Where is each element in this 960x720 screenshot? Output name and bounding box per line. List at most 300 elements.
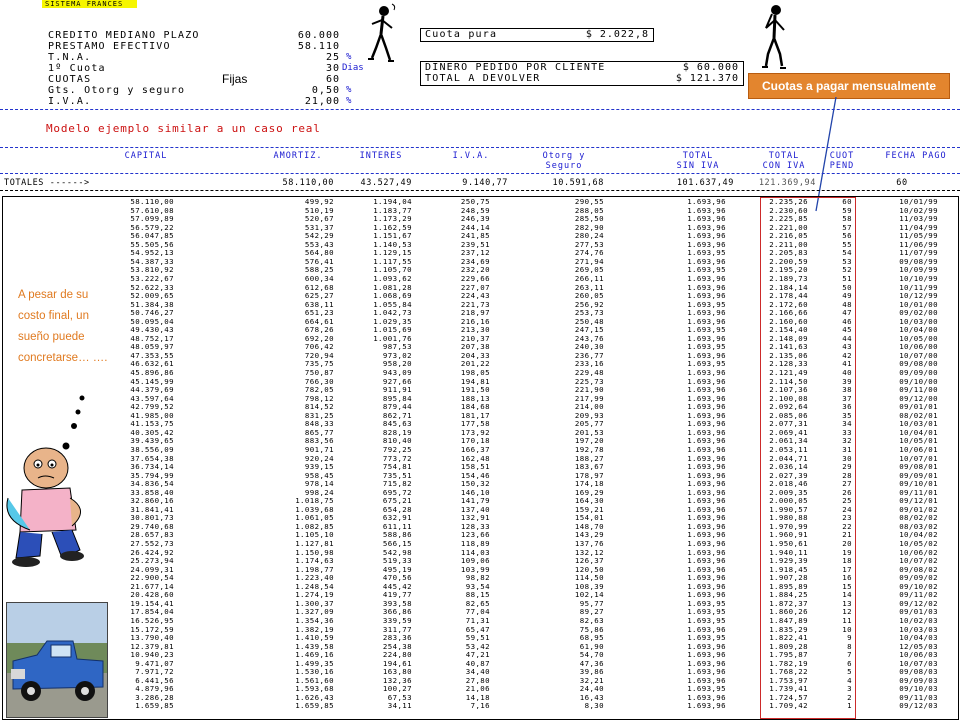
cell-total-siniva: 1.693,96 (687, 641, 726, 651)
cell-total-coniva: 2.189,73 (769, 273, 808, 283)
cell-capital: 41.985,00 (130, 410, 174, 420)
cell-cuot: 37 (842, 393, 852, 403)
cell-fecha: 09/10/03 (899, 684, 938, 694)
cell-capital: 6.441,56 (135, 675, 174, 685)
cell-total-coniva: 2.092,64 (769, 402, 808, 412)
cell-interes: 911,91 (382, 385, 412, 395)
cell-iva: 47,21 (465, 650, 490, 660)
cell-cuot: 12 (842, 607, 852, 617)
cell-otorgseg: 221,90 (574, 385, 604, 395)
cell-interes: 588,86 (382, 530, 412, 540)
cell-total-siniva: 1.693,96 (687, 231, 726, 241)
cell-cuot: 2 (847, 692, 852, 702)
col-total-coniva-2: CON IVA (762, 161, 806, 171)
cell-interes: 339,59 (382, 615, 412, 625)
cell-total-siniva: 1.693,96 (687, 316, 726, 326)
cell-interes: 1.194,04 (373, 197, 412, 206)
cell-amortiz: 638,11 (304, 299, 334, 309)
cell-total-siniva: 1.693,95 (687, 607, 726, 617)
col-fecha: FECHA PAGO (885, 151, 947, 161)
tna-unit: % (346, 52, 352, 62)
cell-iva: 166,37 (460, 444, 490, 454)
cell-fecha: 10/06/03 (899, 650, 938, 660)
cell-interes: 845,63 (382, 419, 412, 429)
cell-total-siniva: 1.693,96 (687, 573, 726, 583)
highlight-cuotas-con-iva (760, 197, 856, 719)
cell-total-coniva: 2.018,46 (769, 479, 808, 489)
cell-amortiz: 588,25 (304, 265, 334, 275)
cell-capital: 54.387,33 (130, 256, 174, 266)
cell-fecha: 10/02/03 (899, 615, 938, 625)
cell-capital: 30.801,73 (130, 513, 174, 523)
col-total-siniva-1: TOTAL (682, 151, 714, 161)
cell-interes: 927,66 (382, 376, 412, 386)
cell-interes: 1.055,84 (373, 299, 412, 309)
cell-total-coniva: 2.053,11 (769, 444, 808, 454)
cell-iva: 210,37 (460, 333, 490, 343)
cell-fecha: 09/08/00 (899, 359, 938, 369)
cell-capital: 36.734,14 (130, 462, 174, 472)
cell-otorgseg: 290,55 (574, 197, 604, 206)
cell-interes: 1.068,69 (373, 291, 412, 301)
cell-iva: 150,32 (460, 479, 490, 489)
cell-amortiz: 1.300,37 (295, 598, 334, 608)
cell-total-siniva: 1.693,96 (687, 308, 726, 318)
cell-interes: 862,71 (382, 410, 412, 420)
person-figure-icon-2 (752, 2, 798, 76)
cuota-pura-box (420, 28, 654, 42)
cell-otorgseg: 274,76 (574, 248, 604, 258)
cell-total-siniva: 1.693,96 (687, 547, 726, 557)
cell-interes: 1.129,15 (373, 248, 412, 258)
cell-amortiz: 1.659,85 (295, 701, 334, 711)
cell-interes: 566,15 (382, 539, 412, 548)
cell-fecha: 09/10/02 (899, 581, 938, 591)
cell-cuot: 21 (842, 530, 852, 540)
cell-iva: 132,91 (460, 513, 490, 523)
cell-iva: 184,68 (460, 402, 490, 412)
cell-interes: 1.117,55 (373, 256, 412, 266)
cell-total-siniva: 1.693,96 (687, 539, 726, 548)
cell-interes: 810,40 (382, 436, 412, 446)
cell-amortiz: 1.127,81 (295, 539, 334, 548)
cell-capital: 38.556,09 (130, 444, 174, 454)
cell-cuot: 31 (842, 444, 852, 454)
cell-iva: 158,51 (460, 462, 490, 472)
cell-total-coniva: 2.216,05 (769, 231, 808, 241)
cell-amortiz: 1.223,40 (295, 573, 334, 583)
cell-amortiz: 1.626,43 (295, 692, 334, 702)
cell-iva: 82,65 (465, 598, 490, 608)
blue-truck-image (6, 602, 108, 718)
cell-iva: 237,12 (460, 248, 490, 258)
cell-iva: 227,07 (460, 282, 490, 292)
cell-interes: 1.151,67 (373, 231, 412, 241)
cell-otorgseg: 280,24 (574, 231, 604, 241)
cell-fecha: 09/02/00 (899, 308, 938, 318)
cell-total-siniva: 1.693,96 (687, 239, 726, 249)
cell-cuot: 50 (842, 282, 852, 292)
cell-total-coniva: 1.739,41 (769, 684, 808, 694)
cell-iva: 201,22 (460, 359, 490, 369)
cell-capital: 34.836,54 (130, 479, 174, 489)
cell-total-siniva: 1.693,96 (687, 368, 726, 377)
cell-iva: 239,51 (460, 239, 490, 249)
cell-fecha: 10/06/00 (899, 342, 938, 352)
cell-total-coniva: 1.918,45 (769, 564, 808, 574)
cell-total-coniva: 2.235,26 (769, 197, 808, 206)
cell-fecha: 11/07/99 (899, 248, 938, 258)
cell-iva: 218,97 (460, 308, 490, 318)
cell-iva: 229,66 (460, 273, 490, 283)
cell-interes: 879,44 (382, 402, 412, 412)
cell-cuot: 10 (842, 624, 852, 634)
cell-total-coniva: 1.884,25 (769, 590, 808, 600)
cell-interes: 895,84 (382, 393, 412, 403)
cell-amortiz: 1.174,63 (295, 556, 334, 566)
cell-otorgseg: 68,95 (579, 633, 604, 643)
cell-iva: 34,40 (465, 667, 490, 677)
cell-cuot: 42 (842, 350, 852, 360)
col-amortiz: AMORTIZ. (273, 151, 323, 161)
cell-otorgseg: 61,90 (579, 641, 604, 651)
cell-otorgseg: 225,73 (574, 376, 604, 386)
cell-total-siniva: 1.693,96 (687, 273, 726, 283)
cell-fecha: 09/11/01 (899, 487, 938, 497)
cell-interes: 1.183,77 (373, 205, 412, 215)
cell-amortiz: 1.150,98 (295, 547, 334, 557)
cell-cuot: 29 (842, 462, 852, 472)
cell-amortiz: 766,30 (304, 376, 334, 386)
cell-capital: 47.353,55 (130, 350, 174, 360)
cell-fecha: 10/04/01 (899, 427, 938, 437)
cell-capital: 3.286,28 (135, 692, 174, 702)
worried-man-icon (0, 390, 110, 594)
cell-total-siniva: 1.693,96 (687, 427, 726, 437)
cell-cuot: 9 (847, 633, 852, 643)
cell-total-siniva: 1.693,96 (687, 530, 726, 540)
cell-otorgseg: 188,27 (574, 453, 604, 463)
cell-cuot: 36 (842, 402, 852, 412)
col-interes: INTERES (359, 151, 403, 161)
cell-iva: 14,18 (465, 692, 490, 702)
cell-otorgseg: 159,21 (574, 504, 604, 514)
cell-iva: 224,43 (460, 291, 490, 301)
cell-capital: 42.799,52 (130, 402, 174, 412)
cell-iva: 141,79 (460, 496, 490, 506)
cell-amortiz: 978,14 (304, 479, 334, 489)
cell-capital: 7.971,72 (135, 667, 174, 677)
cell-otorgseg: 24,40 (579, 684, 604, 694)
cell-total-siniva: 1.693,96 (687, 350, 726, 360)
cell-capital: 13.790,40 (130, 633, 174, 643)
tna-label: T.N.A. (48, 52, 92, 63)
cell-total-siniva: 1.693,96 (687, 581, 726, 591)
cell-otorgseg: 82,63 (579, 615, 604, 625)
cell-total-siniva: 1.693,96 (687, 197, 726, 206)
cell-total-coniva: 2.230,60 (769, 205, 808, 215)
cell-iva: 204,33 (460, 350, 490, 360)
cell-total-coniva: 1.809,28 (769, 641, 808, 651)
cell-total-siniva: 1.693,96 (687, 462, 726, 472)
cell-amortiz: 883,56 (304, 436, 334, 446)
cell-total-siniva: 1.693,96 (687, 556, 726, 566)
cell-fecha: 09/10/00 (899, 376, 938, 386)
cell-fecha: 10/03/00 (899, 316, 938, 326)
cell-capital: 48.752,17 (130, 333, 174, 343)
cell-interes: 100,27 (382, 684, 412, 694)
cell-amortiz: 564,80 (304, 248, 334, 258)
cell-total-siniva: 1.693,96 (687, 590, 726, 600)
cell-iva: 93,54 (465, 581, 490, 591)
dinero-value: $ 60.000 (682, 62, 739, 73)
cell-interes: 735,51 (382, 470, 412, 480)
cell-fecha: 09/08/01 (899, 462, 938, 472)
dinero-label: DINERO PEDIDO POR CLIENTE (425, 62, 606, 73)
cell-fecha: 10/03/01 (899, 419, 938, 429)
cell-fecha: 08/02/02 (899, 513, 938, 523)
cell-iva: 21,06 (465, 684, 490, 694)
prestamo-label: PRESTAMO EFECTIVO (48, 41, 171, 52)
cell-iva: 213,30 (460, 325, 490, 335)
cell-amortiz: 531,37 (304, 222, 334, 232)
cell-fecha: 10/07/02 (899, 556, 938, 566)
cell-capital: 28.657,83 (130, 530, 174, 540)
cell-total-siniva: 1.693,95 (687, 633, 726, 643)
cell-fecha: 10/12/99 (899, 291, 938, 301)
cell-interes: 1.140,53 (373, 239, 412, 249)
cell-fecha: 10/06/01 (899, 444, 938, 454)
cell-interes: 958,20 (382, 359, 412, 369)
cell-cuot: 30 (842, 453, 852, 463)
col-otorgseg-2: Seguro (545, 161, 583, 171)
cell-capital: 19.154,41 (130, 598, 174, 608)
cell-capital: 50.746,27 (130, 308, 174, 318)
cell-iva: 162,48 (460, 453, 490, 463)
cell-total-coniva: 1.940,11 (769, 547, 808, 557)
cell-capital: 32.860,16 (130, 496, 174, 506)
cell-amortiz: 1.061,05 (295, 513, 334, 523)
cell-amortiz: 831,25 (304, 410, 334, 420)
cell-interes: 1.029,35 (373, 316, 412, 326)
cell-total-siniva: 1.693,96 (687, 487, 726, 497)
cell-cuot: 41 (842, 359, 852, 369)
cell-fecha: 09/09/03 (899, 675, 938, 685)
cell-otorgseg: 39,86 (579, 667, 604, 677)
cell-cuot: 20 (842, 539, 852, 548)
cell-cuot: 34 (842, 419, 852, 429)
tna-value: 25 (325, 52, 340, 63)
cell-total-coniva: 2.009,35 (769, 487, 808, 497)
cell-amortiz: 499,92 (304, 197, 334, 206)
credito-value: 60.000 (297, 30, 340, 41)
cell-fecha: 08/03/02 (899, 521, 938, 531)
cell-cuot: 25 (842, 496, 852, 506)
separator-header-top (0, 147, 960, 148)
cell-total-siniva: 1.693,96 (687, 521, 726, 531)
cell-amortiz: 814,52 (304, 402, 334, 412)
cell-iva: 53,42 (465, 641, 490, 651)
cell-otorgseg: 282,90 (574, 222, 604, 232)
cell-iva: 123,66 (460, 530, 490, 540)
cell-amortiz: 958,45 (304, 470, 334, 480)
cell-capital: 20.428,60 (130, 590, 174, 600)
cell-iva: 137,40 (460, 504, 490, 514)
cell-fecha: 10/06/02 (899, 547, 938, 557)
cell-amortiz: 510,19 (304, 205, 334, 215)
cell-capital: 51.384,38 (130, 299, 174, 309)
credito-label: CREDITO MEDIANO PLAZO (48, 30, 200, 41)
cell-total-coniva: 2.085,06 (769, 410, 808, 420)
cell-total-coniva: 2.135,06 (769, 350, 808, 360)
cell-fecha: 09/01/03 (899, 607, 938, 617)
cell-interes: 1.081,28 (373, 282, 412, 292)
cell-cuot: 5 (847, 667, 852, 677)
cell-fecha: 10/01/99 (899, 197, 938, 206)
cell-interes: 792,25 (382, 444, 412, 454)
cell-interes: 67,53 (387, 692, 412, 702)
cell-total-siniva: 1.693,96 (687, 291, 726, 301)
totals-interes: 43.527,49 (360, 178, 412, 188)
cell-total-coniva: 2.044,71 (769, 453, 808, 463)
cell-interes: 224,80 (382, 650, 412, 660)
cell-interes: 470,56 (382, 573, 412, 583)
cell-otorgseg: 178,97 (574, 470, 604, 480)
col-total-coniva-1: TOTAL (768, 151, 800, 161)
cell-fecha: 09/08/02 (899, 564, 938, 574)
cell-total-coniva: 2.121,49 (769, 368, 808, 377)
total-devolver-value: $ 121.370 (675, 73, 739, 84)
cell-capital: 37.654,38 (130, 453, 174, 463)
cell-fecha: 10/07/00 (899, 350, 938, 360)
prestamo-value: 58.110 (297, 41, 340, 52)
cell-total-siniva: 1.693,95 (687, 684, 726, 694)
cell-interes: 1.042,73 (373, 308, 412, 318)
cell-capital: 45.896,86 (130, 368, 174, 377)
cell-otorgseg: 209,93 (574, 410, 604, 420)
cell-capital: 24.099,31 (130, 564, 174, 574)
cell-iva: 170,18 (460, 436, 490, 446)
cell-otorgseg: 95,77 (579, 598, 604, 608)
iva-value: 21,00 (304, 96, 340, 107)
cell-capital: 12.379,81 (130, 641, 174, 651)
cell-fecha: 12/05/03 (899, 641, 938, 651)
col-iva: I.V.A. (452, 151, 490, 161)
cell-capital: 53.810,92 (130, 265, 174, 275)
cell-otorgseg: 247,15 (574, 325, 604, 335)
cell-cuot: 19 (842, 547, 852, 557)
cell-iva: 188,13 (460, 393, 490, 403)
cell-total-siniva: 1.693,96 (687, 564, 726, 574)
cell-total-coniva: 1.860,26 (769, 607, 808, 617)
cell-total-siniva: 1.693,96 (687, 333, 726, 343)
cell-total-siniva: 1.693,95 (687, 598, 726, 608)
cell-interes: 163,80 (382, 667, 412, 677)
cell-cuot: 52 (842, 265, 852, 275)
cell-cuot: 35 (842, 410, 852, 420)
cell-amortiz: 1.499,35 (295, 658, 334, 668)
cell-capital: 56.047,85 (130, 231, 174, 241)
cell-cuot: 58 (842, 214, 852, 224)
cell-total-coniva: 2.221,00 (769, 222, 808, 232)
cell-total-coniva: 1.768,22 (769, 667, 808, 677)
totals-otorgseg: 10.591,68 (552, 178, 604, 188)
cell-cuot: 3 (847, 684, 852, 694)
cell-cuot: 6 (847, 658, 852, 668)
cell-amortiz: 1.039,68 (295, 504, 334, 514)
cell-iva: 246,39 (460, 214, 490, 224)
cell-iva: 241,85 (460, 231, 490, 241)
cell-iva: 248,59 (460, 205, 490, 215)
cell-amortiz: 1.018,75 (295, 496, 334, 506)
cell-otorgseg: 250,48 (574, 316, 604, 326)
cell-cuot: 1 (847, 701, 852, 711)
cell-amortiz: 920,24 (304, 453, 334, 463)
cell-total-coniva: 2.225,85 (769, 214, 808, 224)
cell-capital: 22.900,54 (130, 573, 174, 583)
cell-amortiz: 1.327,09 (295, 607, 334, 617)
cell-otorgseg: 277,53 (574, 239, 604, 249)
cell-cuot: 40 (842, 368, 852, 377)
col-total-siniva-2: SIN IVA (676, 161, 720, 171)
cell-total-coniva: 1.795,87 (769, 650, 808, 660)
cell-interes: 695,72 (382, 487, 412, 497)
cell-total-coniva: 2.128,33 (769, 359, 808, 369)
primera-cuota-unit: Dias (342, 63, 364, 73)
cell-total-coniva: 2.114,50 (769, 376, 808, 386)
cell-fecha: 09/12/03 (899, 701, 938, 711)
cell-total-coniva: 1.835,29 (769, 624, 808, 634)
cell-amortiz: 625,27 (304, 291, 334, 301)
cell-cuot: 59 (842, 205, 852, 215)
cell-fecha: 08/02/01 (899, 410, 938, 420)
cell-iva: 173,92 (460, 427, 490, 437)
cell-amortiz: 1.593,68 (295, 684, 334, 694)
cell-fecha: 10/01/00 (899, 299, 938, 309)
cell-interes: 828,19 (382, 427, 412, 437)
primera-cuota-value: 30 (325, 63, 340, 74)
cell-amortiz: 651,23 (304, 308, 334, 318)
side-caption: A pesar de su costo final, un sueño puede concretarse… …. (18, 289, 108, 364)
cell-fecha: 11/04/99 (899, 222, 938, 232)
cell-total-coniva: 2.077,31 (769, 419, 808, 429)
cell-total-coniva: 2.178,44 (769, 291, 808, 301)
cell-cuot: 49 (842, 291, 852, 301)
cell-otorgseg: 269,05 (574, 265, 604, 275)
cell-interes: 194,61 (382, 658, 412, 668)
cell-total-coniva: 2.195,20 (769, 265, 808, 275)
cell-fecha: 09/11/03 (899, 692, 938, 702)
cell-amortiz: 720,94 (304, 350, 334, 360)
cell-amortiz: 1.561,60 (295, 675, 334, 685)
cell-capital: 45.145,99 (130, 376, 174, 386)
cell-amortiz: 865,77 (304, 427, 334, 437)
cell-cuot: 43 (842, 342, 852, 352)
cell-cuot: 44 (842, 333, 852, 343)
cell-capital: 48.059,97 (130, 342, 174, 352)
cell-total-siniva: 1.693,96 (687, 667, 726, 677)
cell-capital: 10.940,23 (130, 650, 174, 660)
cell-otorgseg: 108,39 (574, 581, 604, 591)
cell-otorgseg: 233,16 (574, 359, 604, 369)
cell-interes: 132,36 (382, 675, 412, 685)
cell-cuot: 51 (842, 273, 852, 283)
cell-total-coniva: 2.211,00 (769, 239, 808, 249)
cell-fecha: 09/09/00 (899, 368, 938, 377)
cell-capital: 27.552,73 (130, 539, 174, 548)
cell-iva: 207,38 (460, 342, 490, 352)
cell-capital: 21.677,14 (130, 581, 174, 591)
